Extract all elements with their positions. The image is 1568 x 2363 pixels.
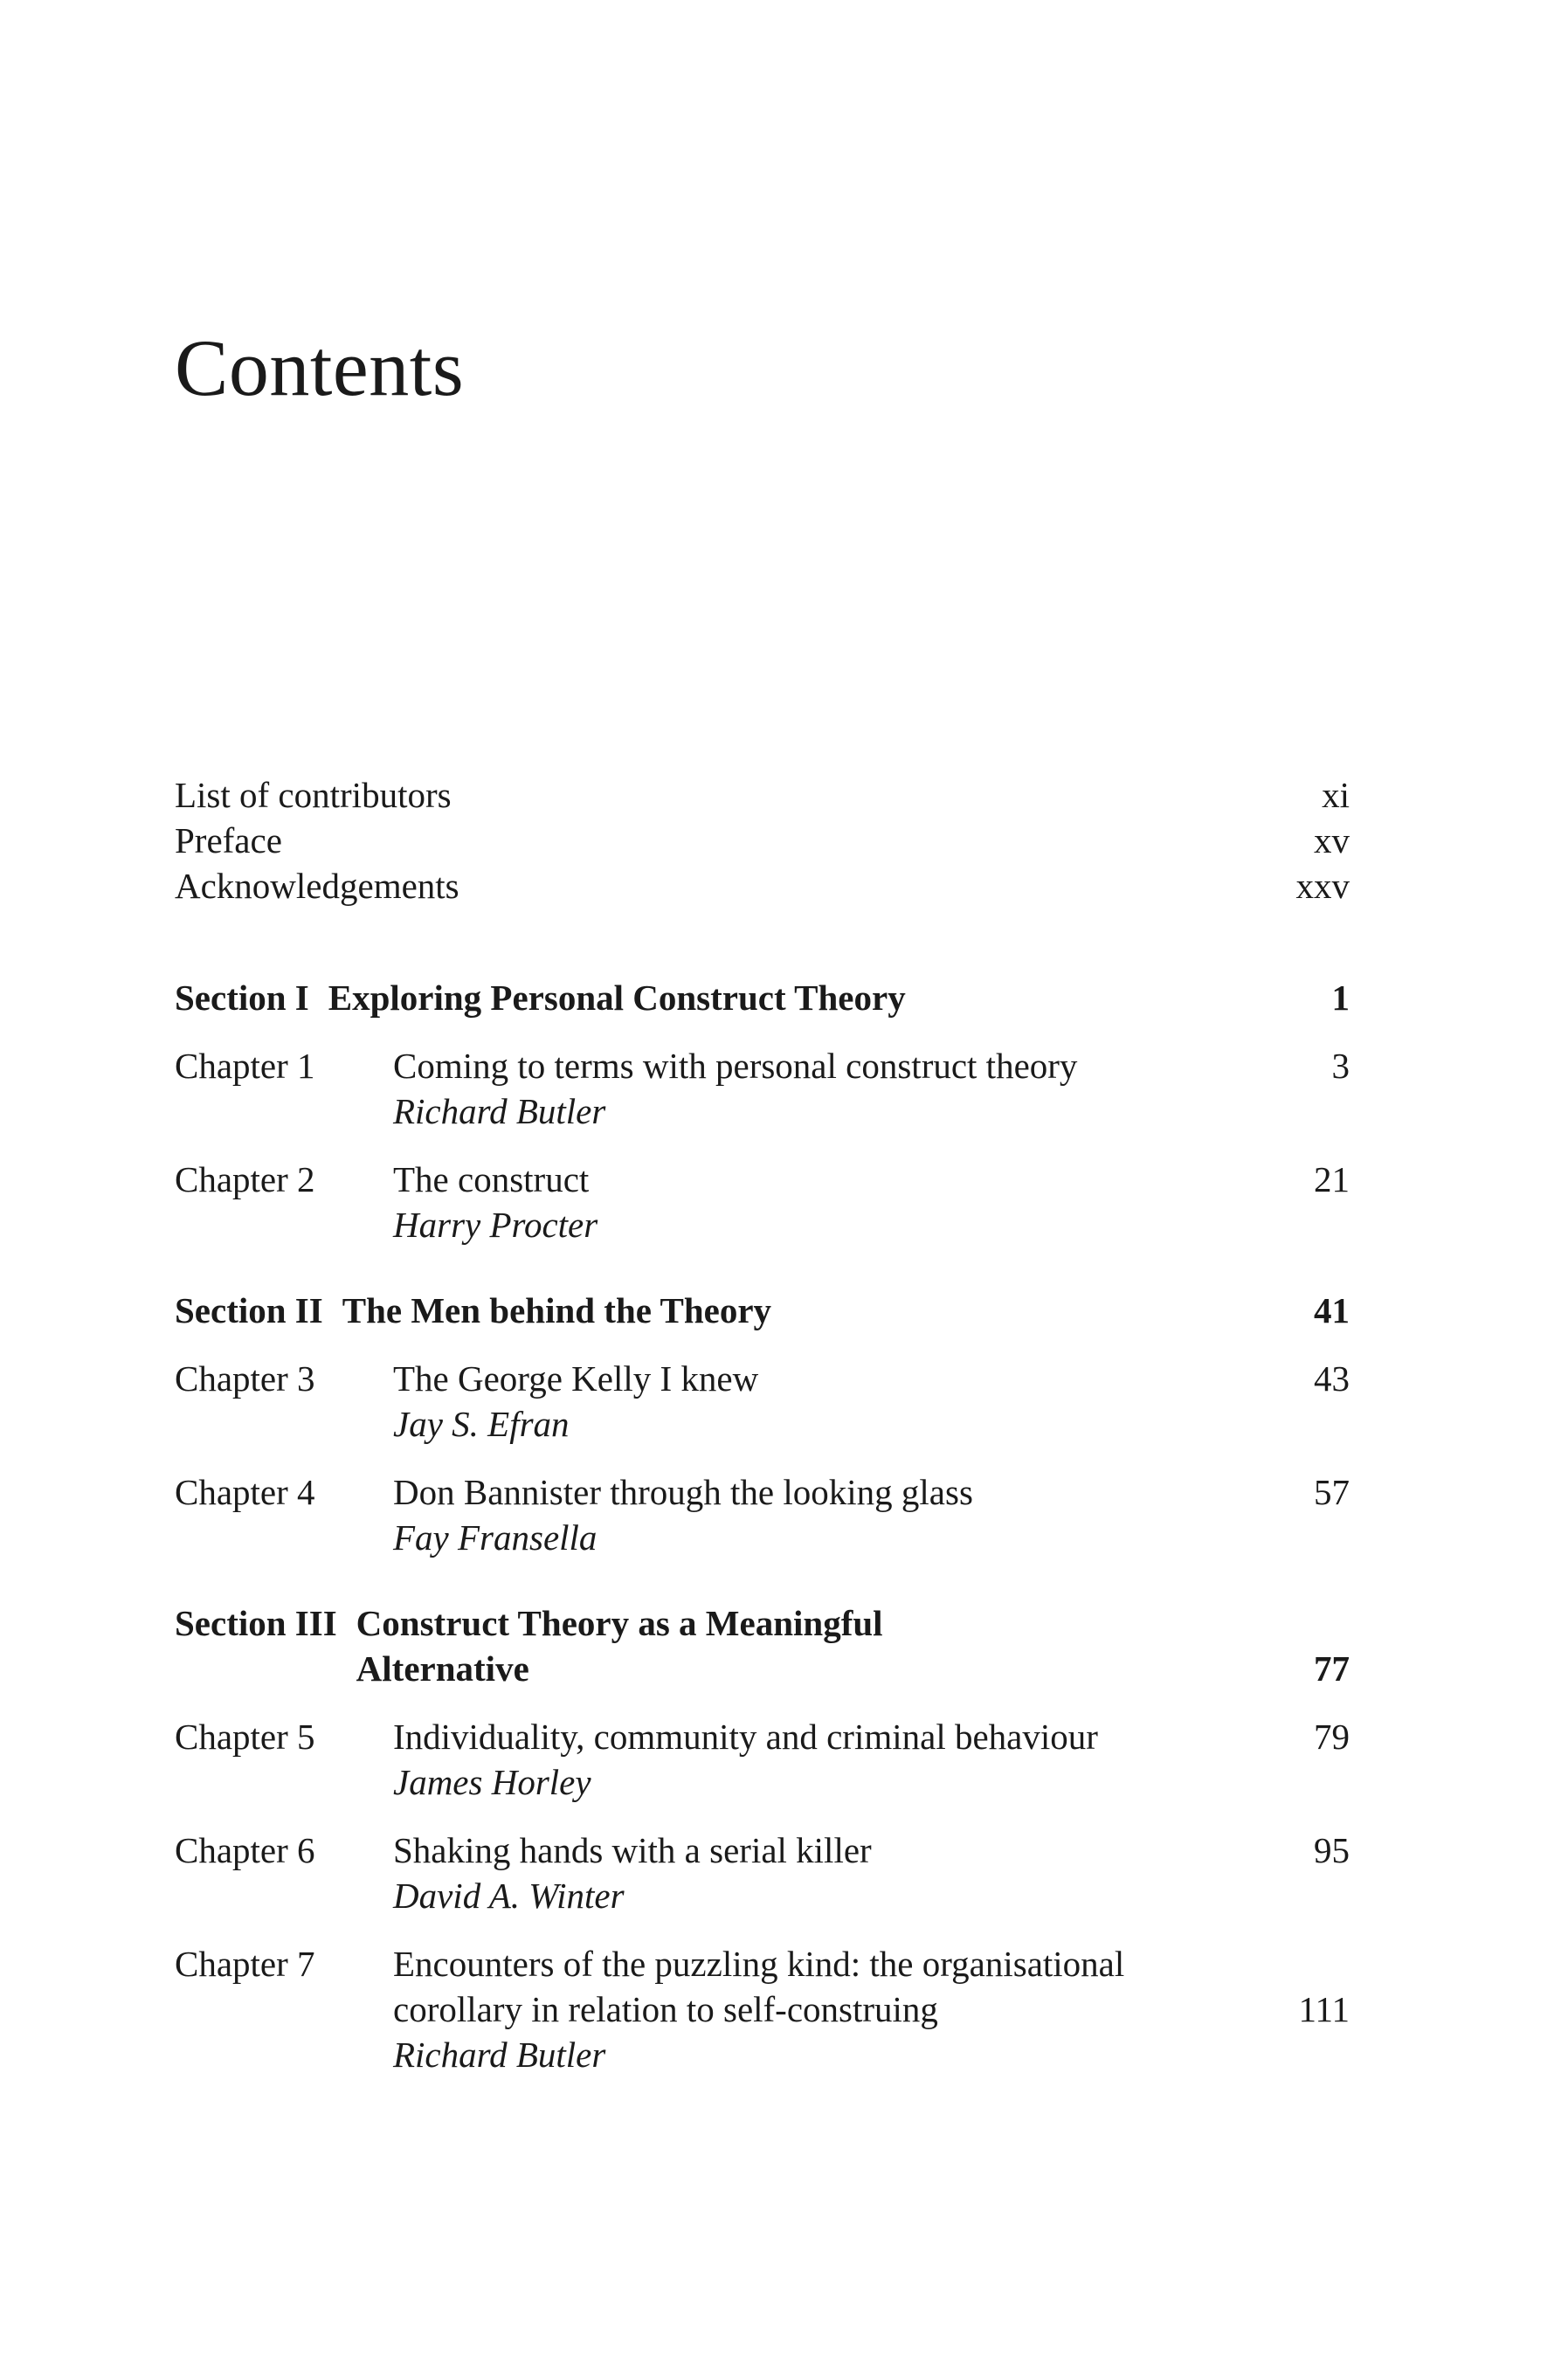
chapter-label: Chapter 5 [175,1717,315,1757]
front-matter-entry [175,818,1350,863]
chapter-title-line: The George Kelly I knew [393,1358,759,1399]
chapter-page: 57 [1314,1472,1350,1512]
chapter-entry [175,1157,1350,1247]
section-page: 77 [1314,1648,1350,1689]
chapter-author: Richard Butler [393,1091,606,1131]
section-title-line: The Men behind the Theory [342,1290,772,1330]
chapter-body [393,1828,1350,1918]
chapter-title-line: Individuality, community and criminal behaviour [393,1717,1098,1757]
chapter-title-line: corollary in relation to self-construing [393,1989,938,2029]
chapter-page: 21 [1314,1159,1350,1199]
chapter-label: Chapter 4 [175,1472,315,1512]
chapter-author: Richard Butler [393,2035,606,2075]
chapter-label: Chapter 7 [175,1944,315,1984]
section-title-line: Exploring Personal Construct Theory [328,978,906,1018]
chapter-author: James Horley [393,1762,591,1802]
front-matter-label: List of contributors [175,775,452,815]
front-matter-page: xv [1314,820,1350,860]
chapter-entry [175,1828,1350,1918]
chapter-title-line: Shaking hands with a serial killer [393,1830,872,1870]
chapter-label: Chapter 3 [175,1358,315,1399]
chapter-entry [175,1941,1350,2077]
chapter-page: 95 [1314,1830,1350,1870]
front-matter-page: xxv [1295,866,1350,906]
chapter-author: Fay Fransella [393,1517,597,1558]
section-page: 1 [1331,978,1350,1018]
front-matter-label: Acknowledgements [175,866,459,906]
chapter-page: 3 [1331,1046,1350,1086]
section-heading [175,1600,1350,1691]
chapter-entry [175,1714,1350,1805]
chapter-title-line: Don Bannister through the looking glass [393,1472,973,1512]
chapter-label: Chapter 2 [175,1159,315,1199]
section-heading [175,1288,1350,1333]
section-title-line: Alternative [356,1648,529,1689]
chapter-body [393,1941,1350,2077]
chapter-author: Jay S. Efran [393,1404,570,1444]
section-label: Section III [175,1603,337,1643]
chapter-body [393,1356,1350,1447]
chapter-body [393,1469,1350,1560]
sections-list [175,975,1350,2077]
front-matter-entry [175,772,1350,818]
chapter-page: 79 [1314,1717,1350,1757]
chapter-entry [175,1043,1350,1134]
page-title: Contents [175,323,465,412]
chapter-label: Chapter 6 [175,1830,315,1870]
chapter-label: Chapter 1 [175,1046,315,1086]
front-matter-page: xi [1322,775,1350,815]
chapter-title-line: Encounters of the puzzling kind: the organisational [393,1944,1125,1984]
front-matter-label: Preface [175,820,282,860]
chapter-entry [175,1356,1350,1447]
section-title [356,1600,883,1691]
chapter-page: 43 [1314,1358,1350,1399]
section-title-line: Construct Theory as a Meaningful [356,1603,883,1643]
section-label: Section I [175,978,309,1018]
section-title [342,1288,771,1333]
chapter-body [393,1043,1350,1134]
section-title [328,975,906,1020]
chapter-title-line: Coming to terms with personal construct theory [393,1046,1078,1086]
front-matter-entry [175,863,1350,909]
chapter-author: David A. Winter [393,1876,625,1916]
chapter-author: Harry Procter [393,1205,598,1245]
section-page: 41 [1314,1290,1350,1330]
front-matter-list [175,772,1350,909]
chapter-entry [175,1469,1350,1560]
section-heading [175,975,1350,1020]
chapter-page: 111 [1298,1989,1350,2029]
chapter-title-line: The construct [393,1159,590,1199]
section-label: Section II [175,1290,323,1330]
chapter-body [393,1714,1350,1805]
chapter-body [393,1157,1350,1247]
